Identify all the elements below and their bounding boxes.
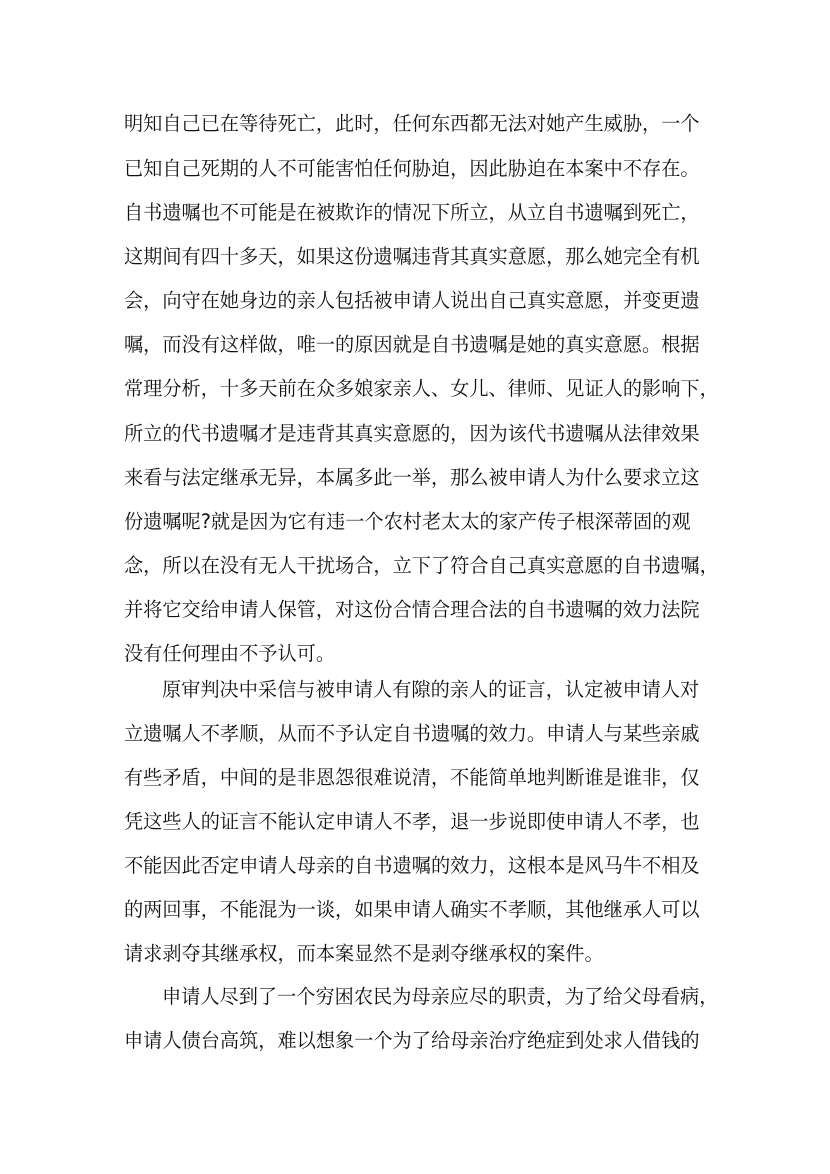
text-line: 有些矛盾，中间的是非恩怨很难说清，不能简单地判断谁是谁非，仅 [124, 766, 700, 789]
text-line: 份遗嘱呢?就是因为它有违一个农村老太太的家产传子根深蒂固的观 [124, 510, 691, 533]
text-line: 申请人债台高筑，难以想象一个为了给母亲治疗绝症到处求人借钱的 [124, 1029, 700, 1052]
text-line: 凭这些人的证言不能认定申请人不孝，退一步说即使申请人不孝，也 [124, 810, 700, 833]
text-line: 来看与法定继承无异，本属多此一举，那么被申请人为什么要求立这 [124, 466, 700, 489]
text-line: 这期间有四十多天，如果这份遗嘱违背其真实意愿，那么她完全有机 [124, 245, 700, 268]
text-line: 嘱，而没有这样做，唯一的原因就是自书遗嘱是她的真实意愿。根据 [124, 333, 700, 356]
text-line: 的两回事，不能混为一谈，如果申请人确实不孝顺，其他继承人可以 [124, 898, 700, 921]
text-line: 念，所以在没有无人干扰场合，立下了符合自己真实意愿的自书遗嘱， [124, 554, 719, 577]
text-line: 请求剥夺其继承权，而本案显然不是剥夺继承权的案件。 [124, 942, 604, 965]
text-line: 不能因此否定申请人母亲的自书遗嘱的效力，这根本是风马牛不相及 [124, 854, 700, 877]
text-line: 常理分析，十多天前在众多娘家亲人、女儿、律师、见证人的影响下， [124, 377, 719, 400]
text-line: 立遗嘱人不孝顺，从而不予认定自书遗嘱的效力。申请人与某些亲戚 [124, 722, 700, 745]
text-line: 已知自己死期的人不可能害怕任何胁迫，因此胁迫在本案中不存在。 [124, 157, 700, 180]
text-line: 所立的代书遗嘱才是违背其真实意愿的，因为该代书遗嘱从法律效果 [124, 422, 700, 445]
text-line: 没有任何理由不予认可。 [124, 642, 336, 665]
text-line: 原审判决中采信与被申请人有隙的亲人的证言，认定被申请人对 [162, 678, 700, 701]
text-line: 申请人尽到了一个穷困农民为母亲应尽的职责，为了给父母看病， [162, 985, 719, 1008]
text-line: 明知自己已在等待死亡，此时，任何东西都无法对她产生威胁，一个 [124, 112, 700, 135]
text-line: 并将它交给申请人保管，对这份合情合理合法的自书遗嘱的效力法院 [124, 598, 700, 621]
text-line: 自书遗嘱也不可能是在被欺诈的情况下所立，从立自书遗嘱到死亡， [124, 201, 700, 224]
text-line: 会，向守在她身边的亲人包括被申请人说出自己真实意愿，并变更遗 [124, 289, 700, 312]
